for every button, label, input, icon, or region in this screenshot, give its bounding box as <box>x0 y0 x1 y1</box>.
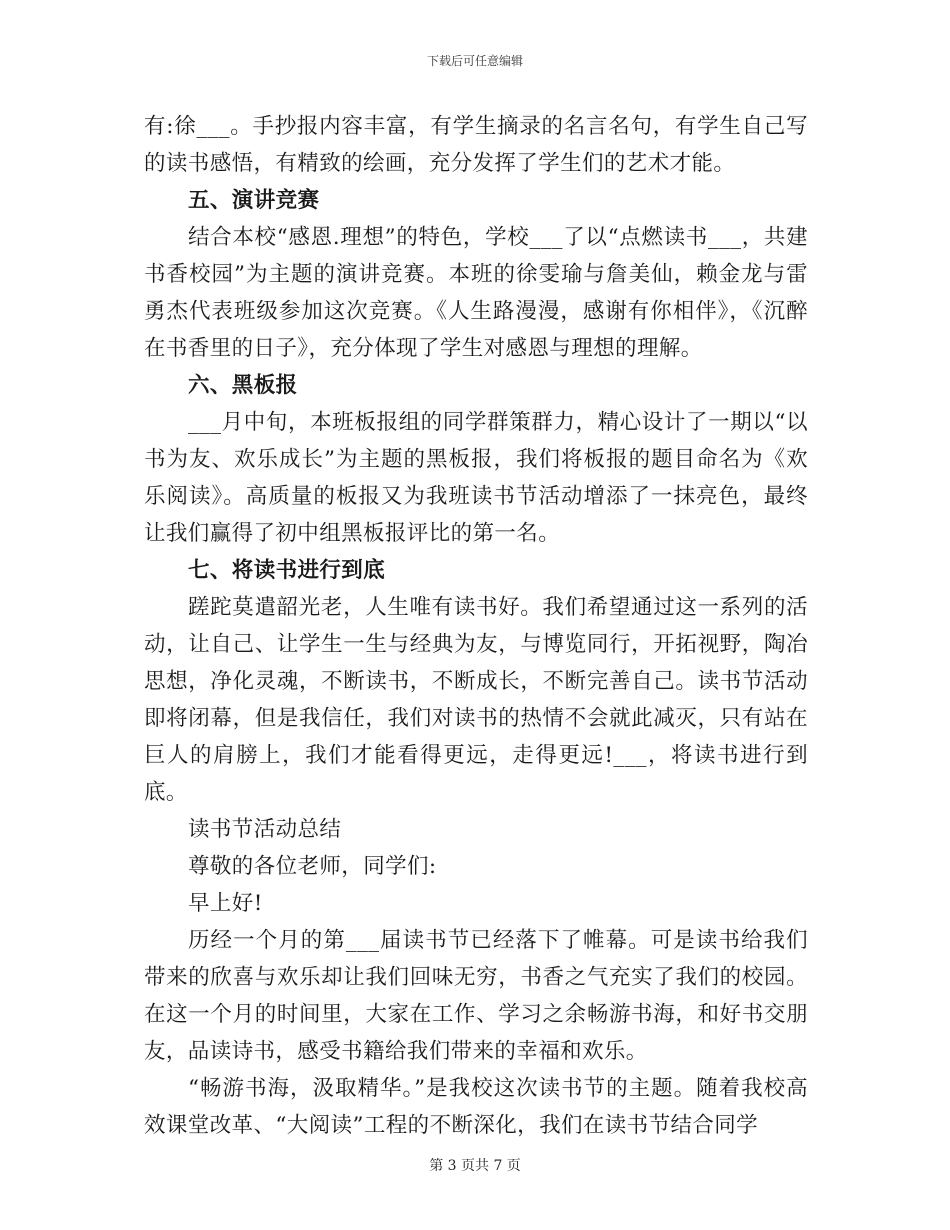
section-heading-blackboard: 六、黑板报 <box>188 373 298 398</box>
paragraph-summary-title: 读书节活动总结 <box>188 817 342 842</box>
section-heading-speech-contest: 五、演讲竞赛 <box>188 188 320 213</box>
paragraph-festival-review: 历经一个月的第___届读书节已经落下了帷幕。可是读书给我们带来的欣喜与欢乐却让我们回味无穷，书香之气充实了我们的校园。在这一个月的时间里，大家在工作、学习之余畅游书海，和好书交朋友，品读诗书，感受书籍给我们带来的幸福和欢乐。 <box>144 928 808 1064</box>
paragraph-festival-theme: “畅游书海，汲取精华。”是我校这次读书节的主题。随着我校高效课堂改革、“大阅读”工程的不断深化，我们在读书节结合同学 <box>144 1076 808 1138</box>
section-heading-reading-to-end: 七、将读书进行到底 <box>188 558 386 583</box>
paragraph-reading-to-end: 蹉跎莫遣韶光老，人生唯有读书好。我们希望通过这一系列的活动，让自己、让学生一生与经典为友，与博览同行，开拓视野，陶冶思想，净化灵魂，不断读书，不断成长，不断完善自己。读书节活动即将闭幕，但是我信任，我们对读书的热情不会就此减灭，只有站在巨人的肩膀上，我们才能看得更远，走得更远!___，将读书进行到底。 <box>144 595 808 805</box>
paragraph-greeting-audience: 尊敬的各位老师，同学们: <box>188 854 437 879</box>
paragraph-good-morning: 早上好! <box>188 891 263 916</box>
page-footer: 第 3 页共 7 页 <box>429 1158 521 1174</box>
paragraph-intro-continuation: 有:徐___。手抄报内容丰富，有学生摘录的名言名句，有学生自己写的读书感悟，有精致的绘画，充分发挥了学生们的艺术才能。 <box>144 114 808 176</box>
paragraph-speech-contest: 结合本校“感恩.理想”的特色，学校___了以“点燃读书___，共建书香校园”为主题的演讲竞赛。本班的徐雯瑜与詹美仙，赖金龙与雷勇杰代表班级参加这次竞赛。《人生路漫漫，感谢有你相伴》，《沉醉在书香里的日子》，充分体现了学生对感恩与理想的理解。 <box>144 225 808 361</box>
page-header: 下载后可任意编辑 <box>426 54 523 68</box>
paragraph-blackboard: ___月中旬，本班板报组的同学群策群力，精心设计了一期以“以书为友、欢乐成长”为主题的黑板报，我们将板报的题目命名为《欢乐阅读》。高质量的板报又为我班读书节活动增添了一抹亮色，最终让我们赢得了初中组黑板报评比的第一名。 <box>144 410 808 546</box>
document-body <box>144 108 808 1144</box>
